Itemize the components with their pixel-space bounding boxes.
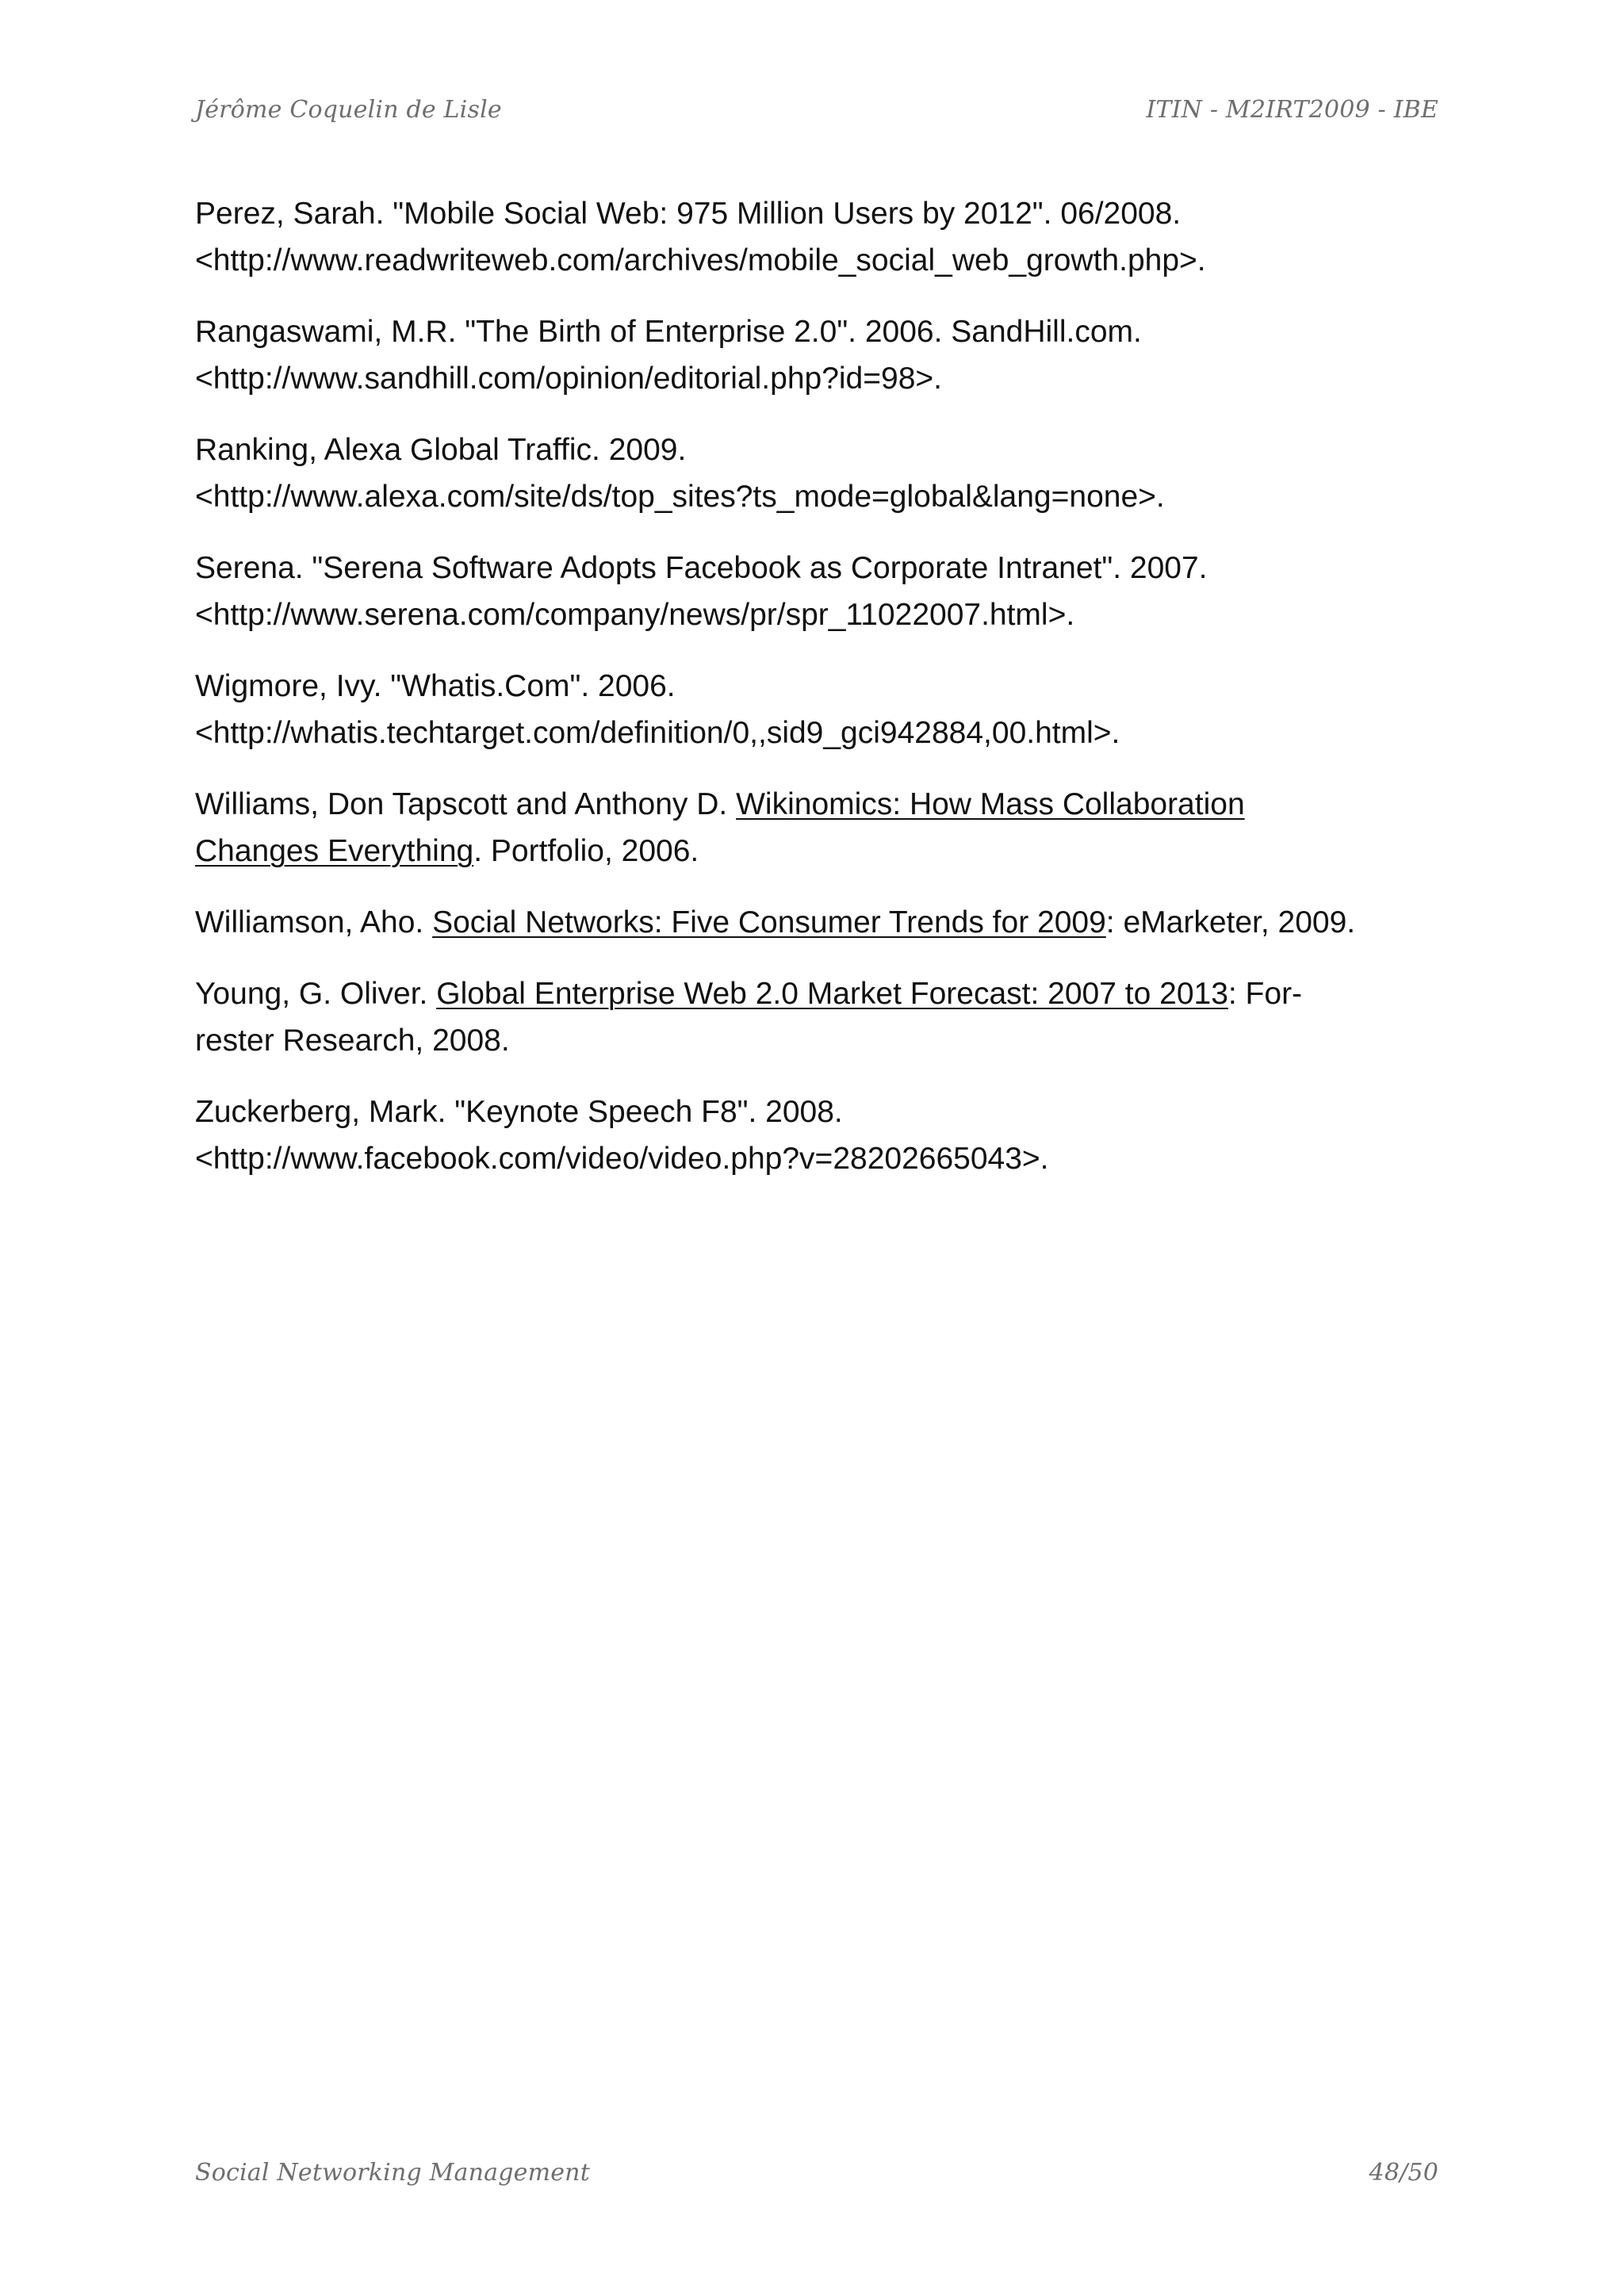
reference-continuation: rester Research, 2008. bbox=[195, 1024, 510, 1058]
reference-text: Serena. "Serena Software Adopts Facebook as Corporate Intranet". 2007. bbox=[195, 551, 1208, 585]
footer-title: Social Networking Management bbox=[195, 2159, 590, 2187]
reference-author: Williams, Don Tapscott and Anthony D. bbox=[195, 787, 737, 821]
reference-author: Williamson, Aho. bbox=[195, 905, 433, 939]
reference-entry bbox=[195, 427, 1448, 520]
reference-title: Wikinomics: How Mass Collaboration bbox=[736, 787, 1245, 821]
reference-title: Global Enterprise Web 2.0 Market Forecast: 2007 to 2013 bbox=[436, 977, 1228, 1011]
reference-entry bbox=[195, 970, 1448, 1064]
reference-publisher: : For- bbox=[1228, 977, 1303, 1011]
reference-entry bbox=[195, 545, 1448, 638]
header-course: ITIN - M2IRT2009 - IBE bbox=[1146, 96, 1438, 124]
reference-url: <http://www.sandhill.com/opinion/editorial.php?id=98>. bbox=[195, 362, 943, 396]
reference-url: <http://www.alexa.com/site/ds/top_sites?ts_mode=global&lang=none>. bbox=[195, 480, 1165, 514]
reference-entry bbox=[195, 308, 1448, 402]
reference-entry bbox=[195, 781, 1448, 874]
reference-entry bbox=[195, 190, 1448, 284]
reference-author: Young, G. Oliver. bbox=[195, 977, 437, 1011]
reference-title: Social Networks: Five Consumer Trends for 2009 bbox=[432, 905, 1106, 939]
reference-entry bbox=[195, 1089, 1448, 1182]
reference-entry bbox=[195, 663, 1448, 756]
reference-url: <http://www.readwriteweb.com/archives/mobile_social_web_growth.php>. bbox=[195, 243, 1206, 277]
reference-url: <http://www.facebook.com/video/video.php?v=28202665043>. bbox=[195, 1142, 1049, 1176]
reference-url: <http://www.serena.com/company/news/pr/spr_11022007.html>. bbox=[195, 598, 1075, 632]
reference-publisher: : eMarketer, 2009. bbox=[1105, 905, 1356, 939]
reference-text: Ranking, Alexa Global Traffic. 2009. bbox=[195, 433, 687, 467]
reference-text: Perez, Sarah. "Mobile Social Web: 975 Million Users by 2012". 06/2008. bbox=[195, 197, 1182, 231]
reference-entry bbox=[195, 899, 1448, 946]
reference-title-continued: Changes Everything bbox=[195, 834, 474, 868]
page-number: 48/50 bbox=[1369, 2159, 1438, 2187]
bibliography-list bbox=[195, 190, 1448, 1207]
reference-text: Wigmore, Ivy. "Whatis.Com". 2006. bbox=[195, 669, 676, 703]
reference-publisher: . Portfolio, 2006. bbox=[473, 834, 699, 868]
reference-text: Rangaswami, M.R. "The Birth of Enterprise 2.0". 2006. SandHill.com. bbox=[195, 315, 1142, 349]
header-author: Jérôme Coquelin de Lisle bbox=[195, 96, 502, 124]
reference-url: <http://whatis.techtarget.com/definition/0,,sid9_gci942884,00.html>. bbox=[195, 716, 1120, 750]
reference-text: Zuckerberg, Mark. "Keynote Speech F8". 2008. bbox=[195, 1095, 843, 1129]
reference-continuation bbox=[195, 828, 1448, 874]
